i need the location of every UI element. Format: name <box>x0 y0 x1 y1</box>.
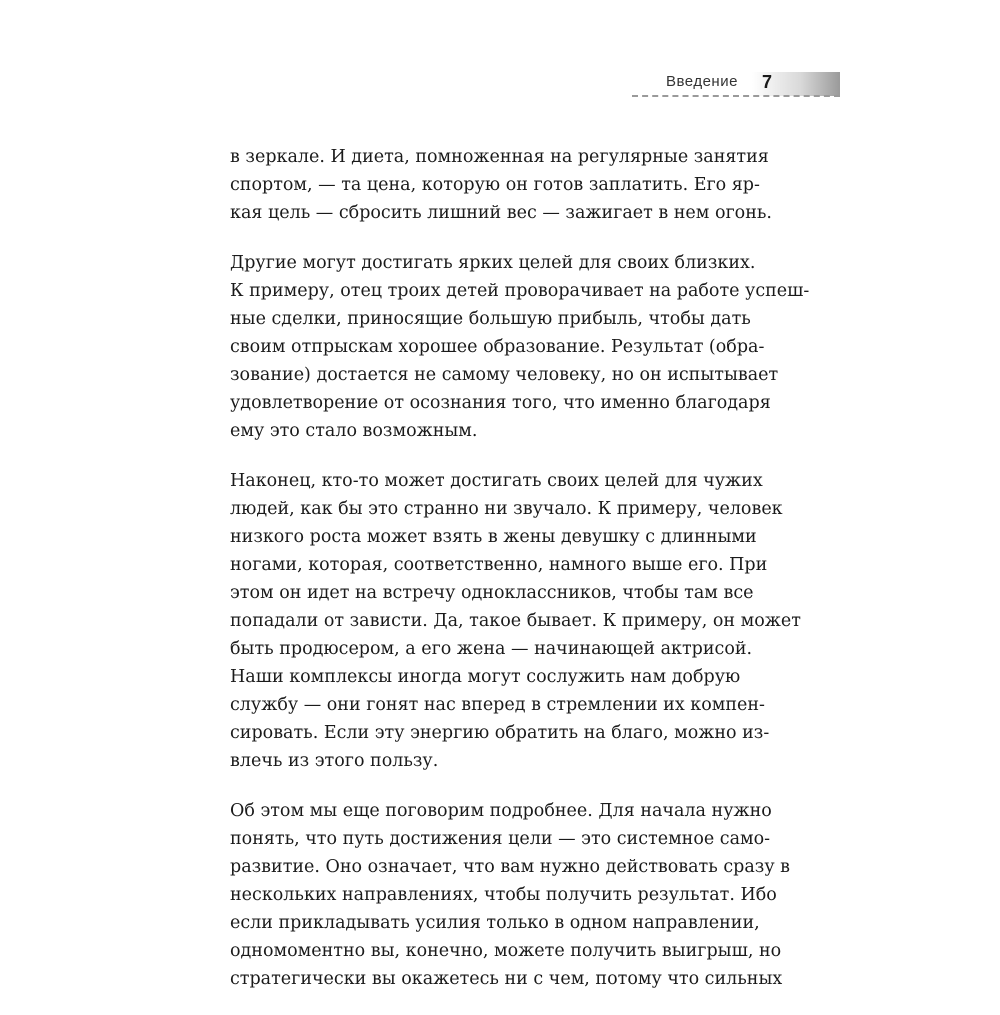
section-title: Введение <box>666 73 738 90</box>
text-line: этом он идет на встречу одноклассников, чтобы там все <box>230 583 754 603</box>
text-line: одномоментно вы, конечно, можете получить выигрыш, но <box>230 941 782 961</box>
text-line: людей, как бы это странно ни звучало. К примеру, человек <box>230 499 783 519</box>
text-line: Наконец, кто-то может достигать своих целей для чужих <box>230 471 763 491</box>
text-line: Другие могут достигать ярких целей для своих близких. <box>230 253 756 273</box>
text-line: Об этом мы еще поговорим подробнее. Для начала нужно <box>230 801 772 821</box>
text-line: развитие. Оно означает, что вам нужно действовать сразу в <box>230 857 791 877</box>
text-line: спортом, — та цена, которую он готов заплатить. Его яр- <box>230 175 760 195</box>
text-line: в зеркале. И диета, помноженная на регулярные занятия <box>230 147 769 167</box>
text-line: К примеру, отец троих детей проворачивает на работе успеш- <box>230 281 810 301</box>
text-line: стратегически вы окажетесь ни с чем, потому что сильных <box>230 969 783 989</box>
paragraph <box>230 143 772 227</box>
text-line: низкого роста может взять в жены девушку с длинными <box>230 527 757 547</box>
text-line: понять, что путь достижения цели — это системное само- <box>230 829 771 849</box>
text-line: нескольких направлениях, чтобы получить результат. Ибо <box>230 885 777 905</box>
text-line: кая цель — сбросить лишний вес — зажигает в нем огонь. <box>230 203 772 223</box>
running-header <box>632 72 840 96</box>
page-number-box <box>752 72 840 96</box>
page-number: 7 <box>762 72 773 92</box>
paragraph <box>230 467 801 775</box>
text-line: сировать. Если эту энергию обратить на благо, можно из- <box>230 723 770 743</box>
text-line: если прикладывать усилия только в одном направлении, <box>230 913 760 933</box>
text-line: быть продюсером, а его жена — начинающей актрисой. <box>230 639 753 659</box>
paragraph <box>230 249 810 445</box>
text-line: службу — они гонят нас вперед в стремлении их компен- <box>230 695 765 715</box>
text-line: влечь из этого пользу. <box>230 751 439 771</box>
text-line: удовлетворение от осознания того, что именно благодаря <box>230 393 771 413</box>
body-text <box>230 143 810 1015</box>
text-line: ему это стало возможным. <box>230 421 478 441</box>
text-line: попадали от зависти. Да, такое бывает. К примеру, он может <box>230 611 801 631</box>
text-line: Наши комплексы иногда могут сослужить нам добрую <box>230 667 741 687</box>
text-line: своим отпрыскам хорошее образование. Результат (обра- <box>230 337 765 357</box>
paragraph <box>230 797 791 993</box>
text-line: ные сделки, приносящие большую прибыль, чтобы дать <box>230 309 751 329</box>
header-dashed-rule <box>632 95 840 97</box>
text-line: ногами, которая, соответственно, намного выше его. При <box>230 555 768 575</box>
text-line: зование) достается не самому человеку, но он испытывает <box>230 365 779 385</box>
